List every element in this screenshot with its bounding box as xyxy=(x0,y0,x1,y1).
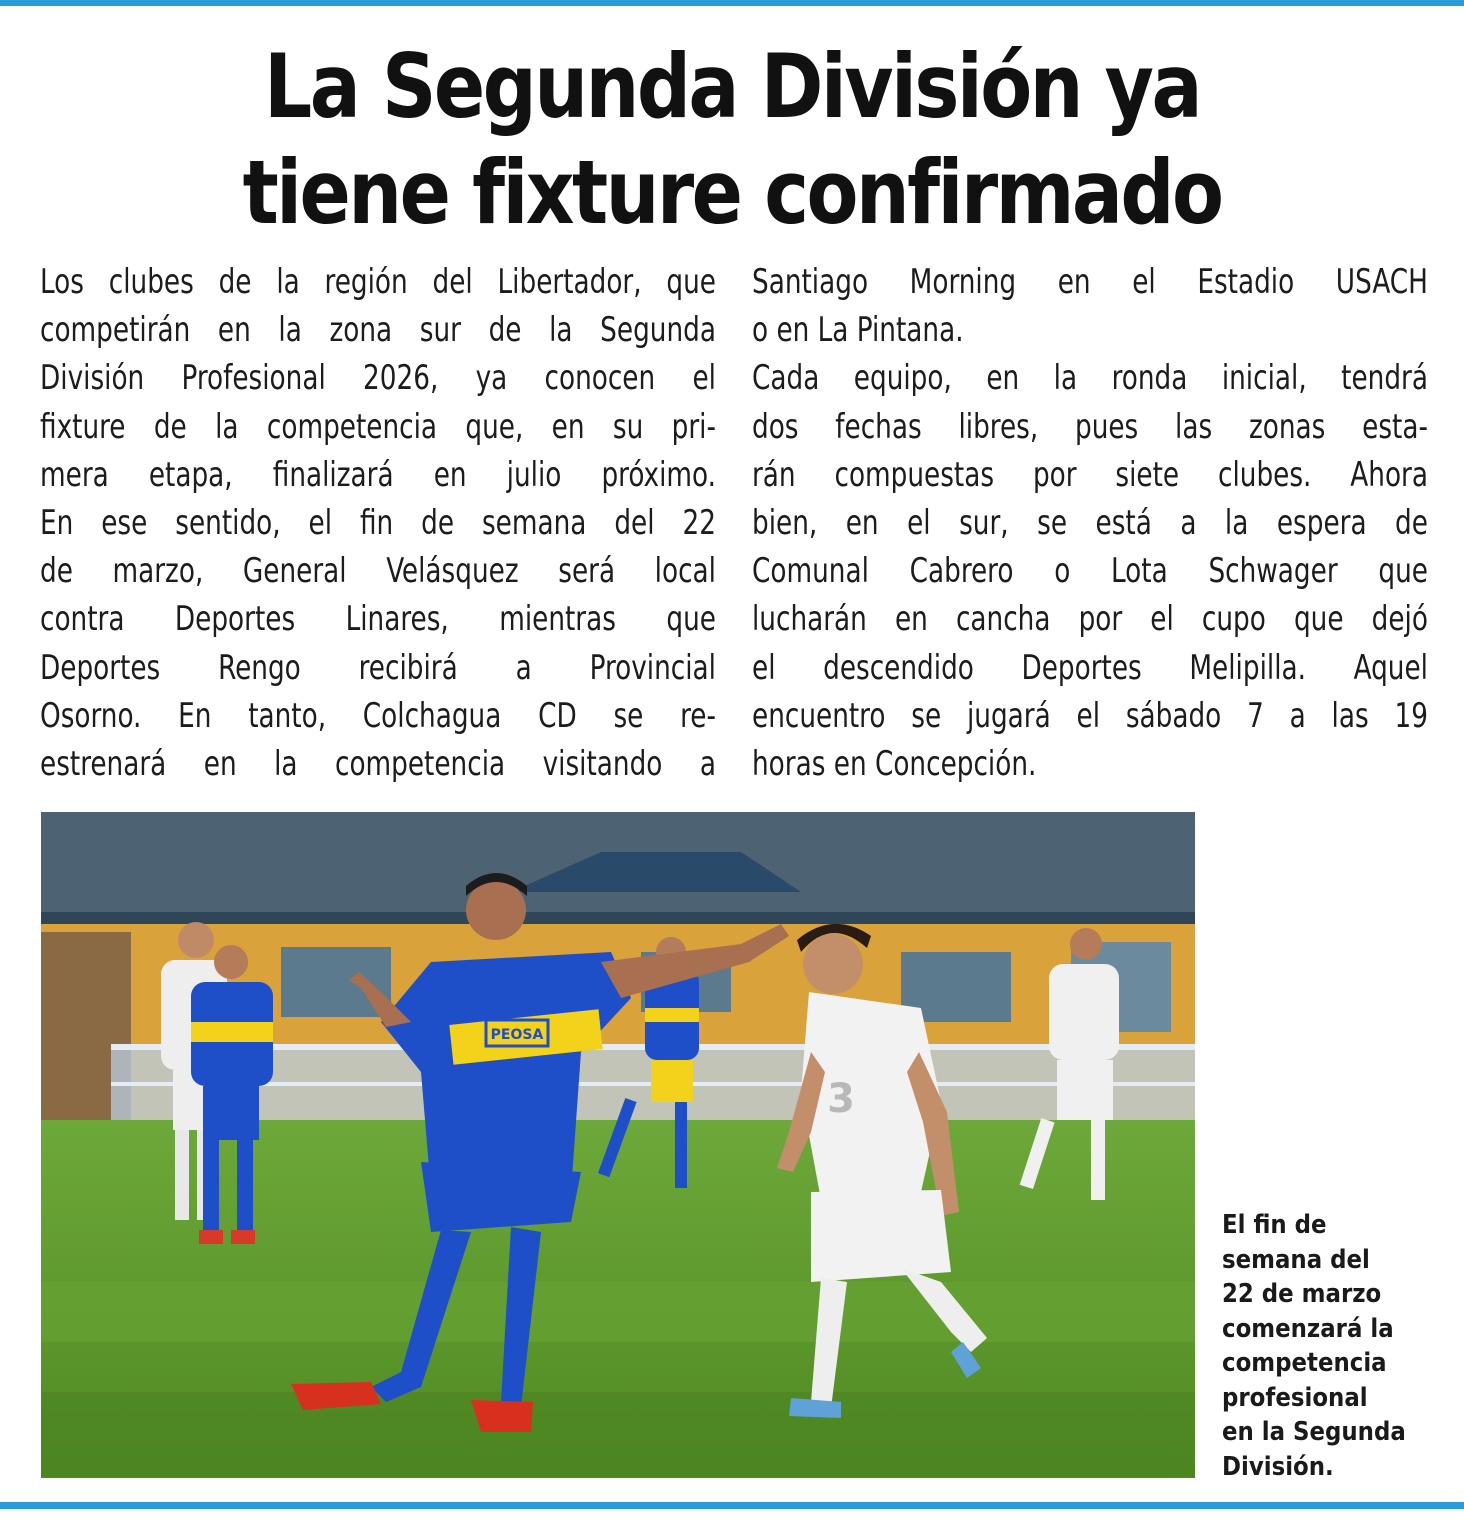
match-photo xyxy=(41,812,1195,1478)
top-accent-rule xyxy=(0,0,1464,6)
body-line: fixture de la competencia que, en su pri- xyxy=(40,406,716,447)
body-line: Santiago Morning en el Estadio USACH xyxy=(752,262,1428,302)
caption-line: competencia xyxy=(1222,1348,1387,1378)
body-line: encuentro se jugará el sábado 7 a las 19 xyxy=(752,695,1428,736)
headline-line-2: tiene fixture confirmado xyxy=(242,141,1222,244)
body-line: de marzo, General Velásquez será local xyxy=(40,551,716,592)
caption-line: El fin de xyxy=(1222,1210,1327,1240)
jersey-number: 3 xyxy=(827,1076,855,1122)
body-line: competirán en la zona sur de la Segunda xyxy=(40,310,716,351)
headline-line-1: La Segunda División ya xyxy=(264,35,1200,138)
bottom-accent-rule xyxy=(0,1502,1464,1509)
article-column-right xyxy=(752,258,1428,788)
body-line: estrenará en la competencia visitando a xyxy=(40,744,716,785)
caption-line: 22 de marzo xyxy=(1222,1279,1382,1309)
body-line: rán compuestas por siete clubes. Ahora xyxy=(752,454,1428,495)
body-line: horas en Concepción. xyxy=(752,744,1037,785)
body-line: bien, en el sur, se está a la espera de xyxy=(752,503,1428,544)
caption-line: comenzará la xyxy=(1222,1313,1394,1344)
caption-line: División. xyxy=(1222,1451,1334,1482)
caption-line: profesional xyxy=(1222,1382,1368,1413)
article-column-left xyxy=(40,258,716,788)
body-line: lucharán en cancha por el cupo que dejó xyxy=(752,599,1428,640)
body-line: Osorno. En tanto, Colchagua CD se re- xyxy=(40,695,716,736)
caption-line: en la Segunda xyxy=(1222,1417,1406,1447)
body-line: División Profesional 2026, ya conocen el xyxy=(40,358,716,399)
caption-line: semana del xyxy=(1222,1244,1370,1275)
article-headline xyxy=(102,34,1361,246)
body-line: dos fechas libres, pues las zonas esta- xyxy=(752,406,1428,447)
body-line: Los clubes de la región del Libertador, que xyxy=(40,262,716,302)
body-line: Deportes Rengo recibirá a Provincial xyxy=(40,647,716,688)
body-line: En ese sentido, el fin de semana del 22 xyxy=(40,503,716,544)
body-line: Comunal Cabrero o Lota Schwager que xyxy=(752,551,1428,592)
body-line: mera etapa, finalizará en julio próximo. xyxy=(40,454,716,495)
body-line: el descendido Deportes Melipilla. Aquel xyxy=(752,647,1428,688)
jersey-sponsor: PEOSA xyxy=(490,1027,544,1043)
body-line: o en La Pintana. xyxy=(752,310,964,351)
photo-caption xyxy=(1222,1208,1424,1484)
body-line: contra Deportes Linares, mientras que xyxy=(40,599,716,640)
body-line: Cada equipo, en la ronda inicial, tendrá xyxy=(752,358,1428,399)
